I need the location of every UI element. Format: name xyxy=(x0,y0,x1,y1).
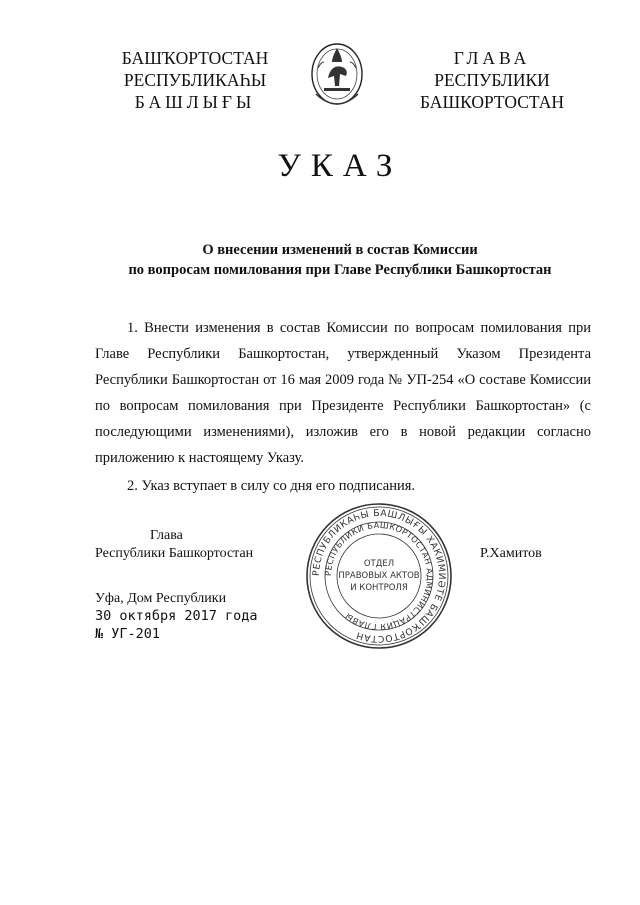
decree-number-value: УГ-201 xyxy=(111,626,161,642)
signatory-name: Р.Хамитов xyxy=(480,546,542,561)
stamp-center-line-1: ОТДЕЛ xyxy=(363,559,395,569)
coat-of-arms-icon xyxy=(306,38,368,108)
stamp-outer-text: РЕСПУБЛИКАҺЫ БАШЛЫҒЫ ХАКИМИӘТЕ БАШҠОРТОСТАН xyxy=(310,507,448,645)
signing-date: 30 октября 2017 года xyxy=(95,608,258,624)
body-paragraph-1: 1. Внести изменения в состав Комиссии по вопросам помилования при Главе Республики Башкортостан, утвержденный Указом Президента Республики Башкортостан от 16 мая 2009 года № УП-254 «О составе Комиссии по вопросам помилования при Президенте Республики Башкортостан» (с последующими изменениями), изложив его в новой редакции согласно приложению к настоящему Указу. xyxy=(95,320,591,466)
header-left-line-1: БАШҠОРТОСТАН xyxy=(121,48,269,68)
header-left-line-2: РЕСПУБЛИКАҺЫ xyxy=(123,70,267,90)
header-left-line-3: БАШЛЫҒЫ xyxy=(134,92,256,112)
signatory-title-line-2: Республики Башкортостан xyxy=(95,546,254,561)
decree-subject xyxy=(60,240,620,280)
signatory-title: Глава xyxy=(150,528,183,543)
signing-place: Уфа, Дом Республики xyxy=(95,591,227,606)
official-stamp-icon xyxy=(303,500,455,652)
stamp-inner-text: РЕСПУБЛИКИ БАШКОРТОСТАН АДМИНИСТРАЦИЯ ГЛАВЫ xyxy=(322,519,436,633)
subject-line-1: О внесении изменений в состав Комиссии xyxy=(202,242,478,258)
header-right-line-1: ГЛАВА xyxy=(453,48,531,68)
header-russian xyxy=(392,47,592,113)
subject-line-2: по вопросам помилования при Главе Республики Башкортостан xyxy=(128,262,552,278)
header-right-line-3: БАШКОРТОСТАН xyxy=(419,92,564,112)
header-bashkir xyxy=(95,47,295,113)
document-title: УКАЗ xyxy=(277,148,403,184)
stamp-center-line-3: И КОНТРОЛЯ xyxy=(350,583,408,593)
number-sign: № xyxy=(95,626,104,642)
stamp-center-line-2: ПРАВОВЫХ АКТОВ xyxy=(338,571,420,581)
decree-number xyxy=(95,625,160,643)
header-right-line-2: РЕСПУБЛИКИ xyxy=(434,70,550,90)
body-paragraph-2: 2. Указ вступает в силу со дня его подписания. xyxy=(127,478,416,494)
